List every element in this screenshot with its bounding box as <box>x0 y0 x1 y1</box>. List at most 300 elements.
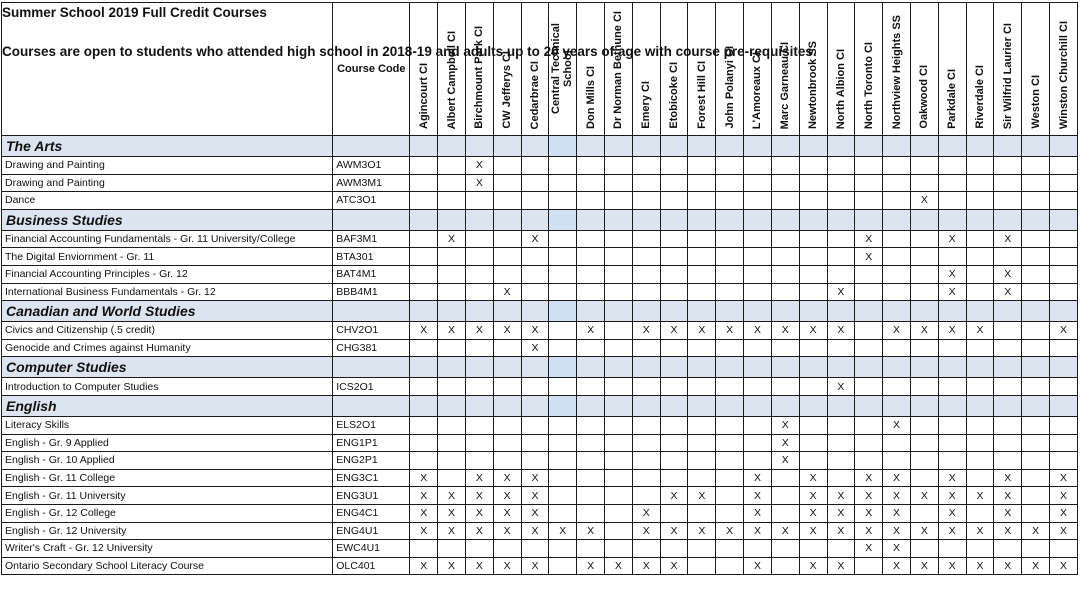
section-school-cell <box>632 301 660 322</box>
availability-mark: X <box>744 322 772 340</box>
school-name: CW Jefferys CI <box>501 51 514 129</box>
empty-cell <box>910 540 938 558</box>
empty-cell <box>438 434 466 452</box>
section-school-cell <box>799 395 827 416</box>
availability-mark: X <box>938 230 966 248</box>
empty-cell <box>744 157 772 175</box>
section-school-cell <box>521 357 549 378</box>
empty-cell <box>744 452 772 470</box>
section-school-cell <box>910 136 938 157</box>
empty-cell <box>410 378 438 396</box>
section-school-cell <box>966 395 994 416</box>
empty-cell <box>632 265 660 283</box>
empty-cell <box>549 265 577 283</box>
availability-mark: X <box>465 322 493 340</box>
section-school-cell <box>577 136 605 157</box>
empty-cell <box>632 283 660 301</box>
section-school-cell <box>465 301 493 322</box>
course-name: Introduction to Computer Studies <box>2 378 333 396</box>
empty-cell <box>994 452 1022 470</box>
availability-mark: X <box>465 557 493 575</box>
availability-mark: X <box>549 522 577 540</box>
empty-cell <box>549 157 577 175</box>
empty-cell <box>660 434 688 452</box>
course-name: English - Gr. 11 University <box>2 487 333 505</box>
course-code: ICS2O1 <box>333 378 410 396</box>
empty-cell <box>632 230 660 248</box>
school-name: Parkdale CI <box>946 69 959 129</box>
section-school-cell <box>771 395 799 416</box>
course-row <box>2 416 1078 434</box>
empty-cell <box>577 378 605 396</box>
empty-cell <box>827 469 855 487</box>
empty-cell <box>716 434 744 452</box>
empty-cell <box>827 434 855 452</box>
empty-cell <box>1022 469 1050 487</box>
empty-cell <box>716 540 744 558</box>
empty-cell <box>883 174 911 192</box>
availability-mark: X <box>827 504 855 522</box>
empty-cell <box>410 540 438 558</box>
school-name: North Albion CI <box>834 48 847 129</box>
empty-cell <box>438 339 466 357</box>
section-school-cell <box>855 395 883 416</box>
section-school-cell <box>493 136 521 157</box>
availability-mark: X <box>799 469 827 487</box>
course-code: ENG3C1 <box>333 469 410 487</box>
empty-cell <box>1022 230 1050 248</box>
empty-cell <box>716 283 744 301</box>
empty-cell <box>410 283 438 301</box>
empty-cell <box>1022 504 1050 522</box>
availability-mark: X <box>910 522 938 540</box>
empty-cell <box>410 339 438 357</box>
section-school-cell <box>410 209 438 230</box>
availability-mark: X <box>1050 469 1078 487</box>
empty-cell <box>688 157 716 175</box>
empty-cell <box>744 339 772 357</box>
empty-cell <box>744 174 772 192</box>
empty-cell <box>855 378 883 396</box>
empty-cell <box>799 378 827 396</box>
section-code-cell <box>333 301 410 322</box>
empty-cell <box>465 452 493 470</box>
empty-cell <box>966 504 994 522</box>
empty-cell <box>493 174 521 192</box>
section-school-cell <box>465 395 493 416</box>
empty-cell <box>938 540 966 558</box>
empty-cell <box>966 174 994 192</box>
empty-cell <box>855 322 883 340</box>
empty-cell <box>660 230 688 248</box>
availability-mark: X <box>1050 557 1078 575</box>
empty-cell <box>688 265 716 283</box>
section-school-cell <box>465 357 493 378</box>
availability-mark: X <box>994 557 1022 575</box>
empty-cell <box>771 283 799 301</box>
empty-cell <box>910 283 938 301</box>
empty-cell <box>438 378 466 396</box>
school-header <box>577 3 605 136</box>
empty-cell <box>438 283 466 301</box>
availability-mark: X <box>799 504 827 522</box>
course-code: BAT4M1 <box>333 265 410 283</box>
section-school-cell <box>549 209 577 230</box>
empty-cell <box>688 540 716 558</box>
section-school-cell <box>744 301 772 322</box>
empty-cell <box>549 378 577 396</box>
availability-mark: X <box>938 557 966 575</box>
empty-cell <box>744 416 772 434</box>
empty-cell <box>966 434 994 452</box>
empty-cell <box>910 434 938 452</box>
school-name: Etobicoke CI <box>668 62 681 129</box>
empty-cell <box>1022 265 1050 283</box>
empty-cell <box>660 452 688 470</box>
section-school-cell <box>994 136 1022 157</box>
course-name: Literacy Skills <box>2 416 333 434</box>
empty-cell <box>716 192 744 210</box>
empty-cell <box>688 416 716 434</box>
availability-mark: X <box>855 248 883 266</box>
course-name: International Business Fundamentals - Gr. 12 <box>2 283 333 301</box>
availability-mark: X <box>632 322 660 340</box>
empty-cell <box>493 452 521 470</box>
empty-cell <box>660 339 688 357</box>
section-school-cell <box>660 357 688 378</box>
empty-cell <box>605 174 633 192</box>
empty-cell <box>660 174 688 192</box>
empty-cell <box>744 230 772 248</box>
empty-cell <box>465 265 493 283</box>
availability-mark: X <box>465 469 493 487</box>
empty-cell <box>549 540 577 558</box>
school-name: Marc Garneau CI <box>779 41 792 129</box>
empty-cell <box>883 378 911 396</box>
availability-mark: X <box>521 487 549 505</box>
availability-mark: X <box>521 339 549 357</box>
section-school-cell <box>883 209 911 230</box>
availability-mark: X <box>744 504 772 522</box>
availability-mark: X <box>716 322 744 340</box>
section-school-cell <box>660 395 688 416</box>
section-school-cell <box>605 395 633 416</box>
availability-mark: X <box>883 469 911 487</box>
empty-cell <box>660 157 688 175</box>
empty-cell <box>688 452 716 470</box>
section-school-cell <box>465 136 493 157</box>
empty-cell <box>577 157 605 175</box>
section-school-cell <box>827 301 855 322</box>
availability-mark: X <box>938 522 966 540</box>
empty-cell <box>827 339 855 357</box>
availability-mark: X <box>521 504 549 522</box>
section-row <box>2 136 1078 157</box>
school-header <box>438 3 466 136</box>
empty-cell <box>1050 248 1078 266</box>
empty-cell <box>410 230 438 248</box>
section-school-cell <box>799 209 827 230</box>
section-school-cell <box>883 357 911 378</box>
school-name: Oakwood CI <box>918 65 931 129</box>
empty-cell <box>549 322 577 340</box>
availability-mark: X <box>660 487 688 505</box>
empty-cell <box>1050 378 1078 396</box>
availability-mark: X <box>744 469 772 487</box>
page-title: Summer School 2019 Full Credit Courses <box>2 5 267 20</box>
empty-cell <box>1022 157 1050 175</box>
empty-cell <box>966 248 994 266</box>
availability-mark: X <box>493 487 521 505</box>
school-header <box>1022 3 1050 136</box>
section-school-cell <box>632 136 660 157</box>
school-name: Birchmount Park CI <box>473 26 486 129</box>
empty-cell <box>493 339 521 357</box>
empty-cell <box>1050 230 1078 248</box>
empty-cell <box>438 452 466 470</box>
school-header <box>771 3 799 136</box>
section-school-cell <box>605 301 633 322</box>
section-heading: Business Studies <box>2 209 333 230</box>
empty-cell <box>438 416 466 434</box>
empty-cell <box>855 452 883 470</box>
empty-cell <box>521 283 549 301</box>
course-row <box>2 434 1078 452</box>
school-header <box>744 3 772 136</box>
empty-cell <box>660 283 688 301</box>
empty-cell <box>938 157 966 175</box>
empty-cell <box>438 540 466 558</box>
empty-cell <box>994 248 1022 266</box>
empty-cell <box>716 230 744 248</box>
section-school-cell <box>883 136 911 157</box>
availability-mark: X <box>883 322 911 340</box>
section-school-cell <box>716 395 744 416</box>
course-row <box>2 469 1078 487</box>
empty-cell <box>744 265 772 283</box>
empty-cell <box>855 434 883 452</box>
empty-cell <box>688 174 716 192</box>
school-header <box>827 3 855 136</box>
section-row <box>2 357 1078 378</box>
section-school-cell <box>883 395 911 416</box>
empty-cell <box>438 265 466 283</box>
empty-cell <box>799 230 827 248</box>
empty-cell <box>994 540 1022 558</box>
empty-cell <box>966 230 994 248</box>
school-header <box>938 3 966 136</box>
empty-cell <box>744 283 772 301</box>
empty-cell <box>1050 416 1078 434</box>
school-header <box>660 3 688 136</box>
course-code: ENG4C1 <box>333 504 410 522</box>
empty-cell <box>1050 174 1078 192</box>
empty-cell <box>966 283 994 301</box>
empty-cell <box>493 434 521 452</box>
section-code-cell <box>333 395 410 416</box>
empty-cell <box>799 248 827 266</box>
course-code: CHV2O1 <box>333 322 410 340</box>
section-school-cell <box>660 209 688 230</box>
availability-mark: X <box>605 557 633 575</box>
school-header <box>493 3 521 136</box>
empty-cell <box>716 452 744 470</box>
empty-cell <box>493 540 521 558</box>
empty-cell <box>910 339 938 357</box>
availability-mark: X <box>938 265 966 283</box>
section-school-cell <box>910 209 938 230</box>
empty-cell <box>688 230 716 248</box>
course-row <box>2 230 1078 248</box>
section-school-cell <box>716 301 744 322</box>
section-school-cell <box>716 209 744 230</box>
section-school-cell <box>966 136 994 157</box>
section-school-cell <box>1050 301 1078 322</box>
section-school-cell <box>493 395 521 416</box>
empty-cell <box>771 540 799 558</box>
empty-cell <box>716 469 744 487</box>
section-school-cell <box>1050 136 1078 157</box>
header-row <box>2 3 1078 136</box>
empty-cell <box>827 540 855 558</box>
empty-cell <box>632 174 660 192</box>
section-school-cell <box>855 301 883 322</box>
empty-cell <box>1050 339 1078 357</box>
availability-mark: X <box>493 557 521 575</box>
empty-cell <box>688 557 716 575</box>
course-name: Ontario Secondary School Literacy Course <box>2 557 333 575</box>
empty-cell <box>883 230 911 248</box>
empty-cell <box>410 174 438 192</box>
empty-cell <box>521 248 549 266</box>
section-school-cell <box>605 209 633 230</box>
empty-cell <box>1050 265 1078 283</box>
section-school-cell <box>966 301 994 322</box>
empty-cell <box>938 416 966 434</box>
course-name: Financial Accounting Principles - Gr. 12 <box>2 265 333 283</box>
course-name: Writer's Craft - Gr. 12 University <box>2 540 333 558</box>
empty-cell <box>605 339 633 357</box>
availability-mark: X <box>744 522 772 540</box>
availability-mark: X <box>799 322 827 340</box>
section-school-cell <box>994 209 1022 230</box>
empty-cell <box>827 192 855 210</box>
empty-cell <box>716 265 744 283</box>
empty-cell <box>632 469 660 487</box>
availability-mark: X <box>966 557 994 575</box>
school-name: John Polanyi CI <box>723 46 736 129</box>
empty-cell <box>465 378 493 396</box>
course-row <box>2 283 1078 301</box>
availability-mark: X <box>521 469 549 487</box>
availability-mark: X <box>994 230 1022 248</box>
section-school-cell <box>771 301 799 322</box>
course-code: ATC3O1 <box>333 192 410 210</box>
empty-cell <box>910 230 938 248</box>
section-school-cell <box>438 209 466 230</box>
empty-cell <box>493 192 521 210</box>
empty-cell <box>966 416 994 434</box>
empty-cell <box>632 487 660 505</box>
availability-mark: X <box>883 416 911 434</box>
empty-cell <box>438 157 466 175</box>
empty-cell <box>771 339 799 357</box>
empty-cell <box>577 504 605 522</box>
section-heading: Canadian and World Studies <box>2 301 333 322</box>
empty-cell <box>632 157 660 175</box>
availability-mark: X <box>827 378 855 396</box>
availability-mark: X <box>660 557 688 575</box>
availability-mark: X <box>521 522 549 540</box>
section-school-cell <box>521 395 549 416</box>
availability-mark: X <box>438 522 466 540</box>
empty-cell <box>771 557 799 575</box>
availability-mark: X <box>799 557 827 575</box>
section-school-cell <box>660 301 688 322</box>
empty-cell <box>966 192 994 210</box>
school-header <box>549 3 577 136</box>
course-name: Financial Accounting Fundamentals - Gr. 11 University/College <box>2 230 333 248</box>
school-header <box>716 3 744 136</box>
empty-cell <box>910 416 938 434</box>
empty-cell <box>632 248 660 266</box>
availability-mark: X <box>438 487 466 505</box>
empty-cell <box>493 230 521 248</box>
empty-cell <box>716 378 744 396</box>
availability-mark: X <box>994 283 1022 301</box>
availability-mark: X <box>660 522 688 540</box>
empty-cell <box>744 192 772 210</box>
empty-cell <box>660 192 688 210</box>
empty-cell <box>605 283 633 301</box>
empty-cell <box>938 192 966 210</box>
section-school-cell <box>1022 357 1050 378</box>
empty-cell <box>410 416 438 434</box>
availability-mark: X <box>994 265 1022 283</box>
eligibility-note: Courses are open to students who attended high school in 2018-19 and adults up to 20 years of age with course pre-requisites. <box>2 44 817 59</box>
availability-mark: X <box>938 487 966 505</box>
section-school-cell <box>771 357 799 378</box>
availability-mark: X <box>910 487 938 505</box>
empty-cell <box>1022 174 1050 192</box>
availability-mark: X <box>938 283 966 301</box>
course-row <box>2 504 1078 522</box>
empty-cell <box>688 339 716 357</box>
section-school-cell <box>966 357 994 378</box>
availability-mark: X <box>577 557 605 575</box>
section-heading: The Arts <box>2 136 333 157</box>
availability-mark: X <box>938 322 966 340</box>
empty-cell <box>994 157 1022 175</box>
course-row <box>2 157 1078 175</box>
empty-cell <box>910 378 938 396</box>
empty-cell <box>910 265 938 283</box>
empty-cell <box>744 540 772 558</box>
empty-cell <box>660 504 688 522</box>
course-availability-table <box>1 2 1078 575</box>
empty-cell <box>465 248 493 266</box>
empty-cell <box>410 192 438 210</box>
empty-cell <box>938 248 966 266</box>
availability-mark: X <box>688 487 716 505</box>
empty-cell <box>771 487 799 505</box>
empty-cell <box>605 540 633 558</box>
empty-cell <box>410 248 438 266</box>
section-code-cell <box>333 209 410 230</box>
section-school-cell <box>799 136 827 157</box>
section-school-cell <box>827 357 855 378</box>
empty-cell <box>771 174 799 192</box>
